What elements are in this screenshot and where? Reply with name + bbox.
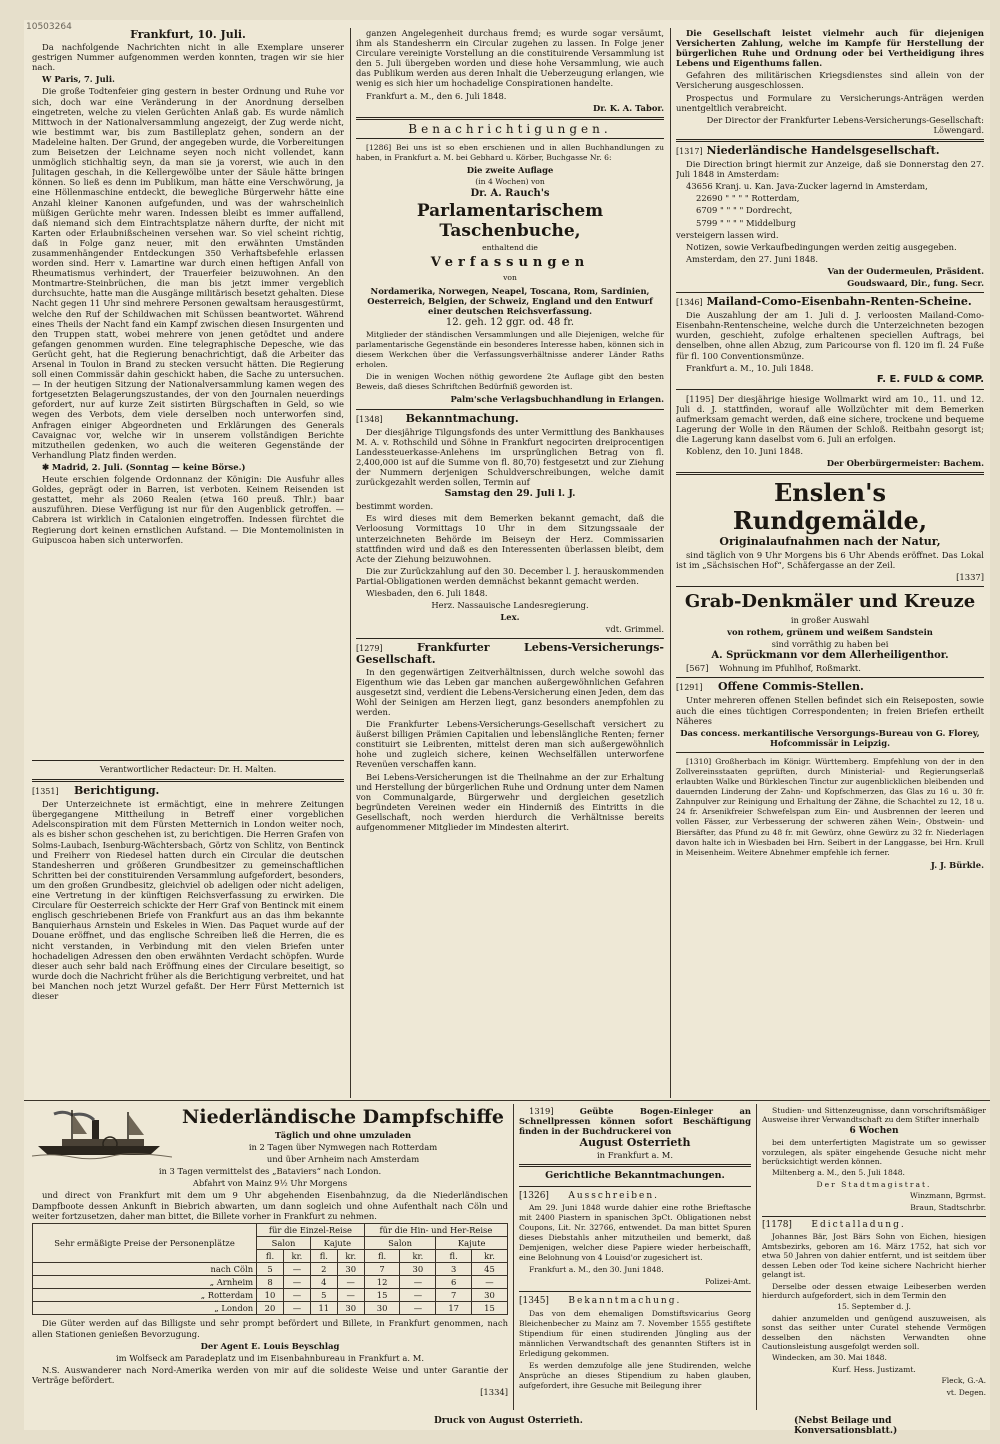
rauch-title: Parlamentarischem Taschenbuche,: [416, 201, 604, 242]
steamship-icon: [32, 1106, 172, 1160]
fl-header: fl.: [364, 1249, 400, 1262]
ausschreiben-heading: [519, 1191, 751, 1201]
rauch-publisher: Palm'sche Verlagsbuchhandlung in Erlangen.: [450, 394, 664, 405]
newspaper-page: [24, 20, 990, 1436]
salon-header: Salon: [257, 1236, 311, 1249]
bekanntmachung-place: Wiesbaden, den 6. Juli 1848.: [366, 588, 488, 599]
mce-text: Die Auszahlung der am 1. Juli d. J. verloosten Mailand-Como-Eisenbahn-Rentenscheine, welche durch die Unterzeichneten bezogen wurden, geschieht, zufolge erhaltenen speciellen Auftrags, bei denselben, ohne allen Abzug, zum Paricourse von fl. 120 im fl. 24 Fuße für fl. 100 Conventionsmünze.: [676, 310, 984, 361]
column-news: [32, 28, 344, 758]
bekanntmachung-sign-1: Lex.: [500, 612, 520, 623]
edikt-title: Edictalladung.: [811, 1220, 906, 1231]
ausschreiben-text: Am 29. Juni 1848 wurde dahier eine rothe Brieftasche mit 2400 Piastern in spanischen 3pCt. Obligationen nebst Coupons, Lit. Nr. 32766, entwendet. Da man bittet Spuren dieses Diebstahls anher mitzutheilen und bemerkt, daß Demjenigen, welcher diese Papiere wieder herbeischafft, eine Belohnung von 4 Louisd'or zugesichert ist.: [519, 1202, 751, 1263]
edikt-heading: [762, 1221, 986, 1230]
commis-id: [1291]: [676, 683, 703, 693]
rauch-price: 12. geh. 12 ggr. od. 48 fr.: [445, 316, 575, 328]
frankfurt-text: Da nachfolgende Nachrichten nicht in alle Exemplare unserer gestrigen Nummer aufgenommen werden konnten, tragen wir sie hier nach.: [32, 42, 344, 73]
rauch-line-3: Dr. A. Rauch's: [470, 188, 550, 200]
bekanntmachung-id: [1348]: [356, 414, 383, 424]
stipend-sign-1: Winzmann, Bgrmst.: [910, 1191, 986, 1201]
enslen-text: sind täglich von 9 Uhr Morgens bis 6 Uhr Abends eröffnet. Das Lokal ist im „Sächsischen Hof“, Schäfergasse an der Zeil.: [676, 549, 984, 570]
rauch-line-6: von: [503, 273, 517, 283]
kr-header: kr.: [337, 1249, 364, 1262]
nhg-sign-2: Goudswaard, Dir., fung. Secr.: [847, 277, 984, 288]
ffl-id: [1279]: [356, 644, 383, 654]
price-cell: 8: [257, 1276, 284, 1289]
ausschreiben-title: Ausschreiben.: [568, 1190, 660, 1201]
price-cell: 10: [257, 1289, 284, 1302]
price-cell: 7: [364, 1263, 400, 1276]
supplement-note: (Nebst Beilage und Konversationsblatt.): [794, 1416, 898, 1436]
return-trip-header: für die Hin- und Her-Reise: [364, 1223, 507, 1236]
ffl-text-1: In den gegenwärtigen Zeitverhältnissen, durch welche sowohl das Eigenthum wie das Leben gar manchen außergewöhnlichen Gefahren ausgesetzt sind, verdient die Lebens-Versicherung einen Jeden, dem das Wohl der Seinigen am Herzen liegt, ganz besonders anempfohlen zu werden.: [356, 666, 664, 717]
column-bottom-right: [762, 1106, 986, 1412]
ffl-director: Der Director der Frankfurter Lebens-Versicherungs-Gesellschaft: Löwengard.: [706, 114, 984, 135]
nhg-row-3: 6709 " " " " Dordrecht,: [696, 205, 793, 216]
kr-header: kr.: [283, 1249, 310, 1262]
mce-heading: [676, 297, 984, 308]
bekanntmachung-text-2: bestimmt worden.: [356, 501, 434, 512]
bekanntmachung-2-title: Bekanntmachung.: [568, 1296, 682, 1307]
price-cell: 30: [364, 1302, 400, 1315]
paris-text: Die große Todtenfeier ging gestern in bester Ordnung und Ruhe vor sich, doch war eine Veränderung in der Anordnung derselben eingetreten, welche zu vielen Gerüchten Anlaß gab. Es wurde nämlich Mittwoch in der Nationalversammlung angezeigt, der Zug werde nicht, wie bestimmt war, bis zum Bastilleplatz gehen, sondern an der Madeleine halten. Der Grund, der angegeben wurde, die Vorbereitungen zum Beisetzen der Leichname seyen noch nicht vollendet, kann unmöglich stichhaltig seyn, da man sie ja vorerst, wie auch in den Julitagen geschah, in die Kellergewölbe unter der Säule hätte bringen können. So ließ es denn im Publikum, man hätte eine Verschwörung, ja eine Höllenmaschine entdeckt, die bewegliche Bürgerwehr hätte eine Anzahl kleiner Kanonen aufgefunden, und was der wahrscheinlich müßigen Gerüchte mehr waren. Indessen bleibt es immer auffallend, daß niemand sich dem Eintrachtsplatze nähern durfte, der nicht mit Karten oder Erlaubnißscheinen versehen war. So viel scheint richtig, daß in Folge ganz neuer, mit den erwähnten Umständen zusammenhängender Entdeckungen 350 Verhaftsbefehle erlassen worden sind. Herr v. Lamartine war durch einen heftigen Anfall von Rheumatismus verhindert, der Trauerfeier beizuwohnen. An den Montmartre-Steinbrüchen, die man bis jetzt immer vergeblich durchsuchte, hatte man die Ausgänge militärisch besetzt gehalten. Diese Nacht gegen 11 Uhr sind mehrere Personen gewaltsam herausgestürmt, welche den Ruf der Schildwachen mit Schüssen beantwortet. Während eines Theils der Nacht fand ein Kampf zwischen diesen Insurgenten und den Truppen statt, wobei mehrere von jenen getödtet und andere gefangen genommen wurden. Eine telegraphische Depesche, wie das Gerücht geht, hat die Regierung benachrichtigt, daß die Arbeiter das Arsenal in Toulon in Brand zu stecken versucht hätten. Die Regierung soll einen Commissär dahin geschickt haben, die Sache zu untersuchen. — In der heutigen Sitzung der Nationalversammlung kamen wegen des fortgesetzten Belagerungszustandes, der von den Journalen neuerdings gefordert, nur auf kurze Zeit sistirten Bürgschaften in Geld, so wie wegen des Verbots, dem viele derselben noch unterworfen sind, Anfragen einiger Abgeordneten und Erklärungen des Generals Cavaignac vor, welche wir in unserem vollständigen Berichte mitzutheilen gedenken, wo auch die weiteren Gegenstände der Verhandlung Platz finden werden.: [32, 86, 344, 460]
bekanntmachung-heading: [356, 411, 664, 425]
mce-title: Mailand-Como-Eisenbahn-Renten-Scheine.: [706, 295, 972, 309]
wollmarkt-id: [1195]: [686, 393, 714, 404]
rauch-intro: [1286] Bei uns ist so eben erschienen und in allen Buchhandlungen zu haben, in Frankfurt a. M. bei Gebhard u. Körber, Buchgasse Nr. 6:: [356, 142, 664, 162]
bekanntmachung-sign-2: vdt. Grimmel.: [605, 624, 664, 635]
enslen-heading: Enslen's Rundgemälde,: [732, 478, 928, 536]
ffl-continued-2: Gefahren des militärischen Kriegsdienstes sind allein von der Versicherung ausgeschlossen.: [676, 70, 984, 91]
fl-header: fl.: [310, 1249, 337, 1262]
ffl-continued: Die Gesellschaft leistet vielmehr auch für diejenigen Versicherten Zahlung, welche im Kampfe für Herstellung der bürgerlichen Ruhe und Ordnung oder bei Vertheidigung ihres Lebens und Eigenthums fallen.: [676, 28, 984, 69]
kajute-header: Kajute: [436, 1236, 508, 1249]
stipend-weeks: 6 Wochen: [849, 1125, 899, 1136]
wollmarkt-text: [676, 394, 984, 444]
berichtigung-signature: Dr. K. A. Tabor.: [592, 102, 664, 113]
commis-heading: [676, 682, 984, 693]
destination-cell: nach Cöln: [33, 1263, 257, 1276]
bekanntmachung-text-3: Es wird dieses mit dem Bemerken bekannt gemacht, daß die Verloosung Vormittags 10 Uhr in dem Sitzungssaale der unterzeichneten Behörde im Beiseyn der Herz. Commissarien stattfinden wird und daß es den Interessenten überlassen bleibt, dem Acte der Ziehung beizuwohnen.: [356, 513, 664, 564]
mce-date: Frankfurt a. M., 10. Juli 1848.: [686, 362, 814, 373]
nhg-sign-1: Van der Oudermeulen, Präsident.: [827, 265, 984, 276]
berichtigung-title: Berichtigung.: [73, 784, 160, 798]
edikt-authority: Kurf. Hess. Justizamt.: [832, 1364, 916, 1374]
sheet-id: 10503264: [26, 22, 72, 32]
edikt-sign-2: vt. Degen.: [946, 1387, 986, 1397]
edikt-text-3: dahier anzumelden und genügend auszuweisen, als sonst das seither unter Curatel stehende Vermögen desselben den nächsten Verwandten ohne Cautionsleistung ausgefolgt werden soll.: [762, 1313, 986, 1351]
frankfurt-heading: Frankfurt, 10. Juli.: [130, 28, 246, 41]
setzer-text: [519, 1106, 751, 1136]
nhg-date: Amsterdam, den 27. Juni 1848.: [686, 253, 819, 264]
price-cell: —: [283, 1289, 310, 1302]
grab-line-4: A. Sprückmann vor dem Allerheiligenthor.: [711, 650, 949, 662]
price-cell: 20: [257, 1302, 284, 1315]
price-cell: 2: [310, 1263, 337, 1276]
wollmarkt-signature: Der Oberbürgermeister: Bachem.: [826, 458, 984, 469]
grab-line-1: in großer Auswahl: [790, 614, 870, 625]
setzer-place: in Frankfurt a. M.: [596, 1150, 674, 1161]
price-cell: —: [400, 1276, 436, 1289]
dampf-line-2: in 2 Tagen über Nymwegen nach Rotterdam: [248, 1142, 438, 1153]
price-table: [32, 1223, 508, 1316]
destination-cell: „ Arnheim: [33, 1276, 257, 1289]
bekanntmachung-authority: Herz. Nassauische Landesregierung.: [431, 600, 589, 611]
nhg-heading: [676, 143, 984, 157]
stipend-authority: Der Stadtmagistrat.: [816, 1179, 932, 1189]
nhg-row-4: 5799 " " " " Middelburg: [696, 217, 796, 228]
ausschreiben-signature: Polizei-Amt.: [705, 1277, 751, 1287]
edikt-sign-1: Fleck, G.-A.: [941, 1376, 986, 1386]
salon-header: Salon: [364, 1236, 436, 1249]
ffl-title: Frankfurter Lebens-Versicherungs-Gesellschaft.: [356, 641, 664, 666]
dampf-text: und direct von Frankfurt mit dem um 9 Uhr abgehenden Eisenbahnzug, da die Niederländischen Dampfboote dessen Ankunft in Biebrich abwarten, um dann sogleich und ohne Aufenthalt nach Cöln und weiter fortzusetzen, daher man bittet, die Billete vorher in Frankfurt zu nehmen.: [32, 1190, 508, 1221]
table-row: [33, 1263, 508, 1276]
price-cell: 5: [310, 1289, 337, 1302]
price-cell: 11: [310, 1302, 337, 1315]
benachrichtigungen-heading: Benachrichtigungen.: [408, 121, 612, 136]
rauch-text-2: Die in wenigen Wochen nöthig gewordene 2te Auflage gibt den besten Beweis, daß dieses Schriftchen Bedürfniß geworden ist.: [356, 372, 664, 392]
berichtigung-date: Frankfurt a. M., den 6. Juli 1848.: [366, 90, 507, 101]
paris-heading: W Paris, 7. Juli.: [42, 74, 115, 85]
madrid-heading: ✱ Madrid, 2. Juli. (Sonntag — keine Börse.): [42, 461, 246, 472]
wollmarkt-date: Koblenz, den 10. Juni 1848.: [686, 446, 804, 457]
price-cell: 17: [436, 1302, 472, 1315]
commis-title: Offene Commis-Stellen.: [717, 680, 864, 694]
column-rule-3: [513, 1104, 514, 1410]
table-row: [33, 1289, 508, 1302]
rauch-line-1: Die zweite Auflage: [466, 165, 554, 176]
price-cell: 30: [471, 1289, 507, 1302]
column-rule-1: [350, 28, 351, 1098]
price-cell: 30: [337, 1302, 364, 1315]
grab-address: Wohnung im Pfuhlhof, Roßmarkt.: [719, 663, 861, 674]
dampf-line-1: Täglich und ohne umzuladen: [274, 1130, 412, 1140]
grab-line-5: [676, 663, 984, 673]
column-rule-4: [756, 1104, 757, 1410]
mce-id: [1346]: [676, 298, 703, 308]
price-cell: 12: [364, 1276, 400, 1289]
kajute-header: Kajute: [310, 1236, 364, 1249]
ausschreiben-id: [1326]: [519, 1190, 549, 1201]
wollmarkt-body: Der diesjährige hiesige Wollmarkt wird am 10., 11. und 12. Juli d. J. stattfinden, worauf alle Wollzüchter mit dem Bemerken aufmerksam gemacht werden, daß eine sichere, trockene und bequeme Lagerung der Wolle in den Räumen der Schloß. Reitbahn gesorgt ist; die Lagerung kann daselbst vom 6. Juli an erfolgen.: [676, 393, 984, 445]
fl-header: fl.: [257, 1249, 284, 1262]
price-cell: 6: [436, 1276, 472, 1289]
nhg-row-2: 22690 " " " " Rotterdam,: [696, 193, 800, 204]
edikt-place: Windecken, am 30. Mai 1848.: [772, 1353, 887, 1363]
stipend-text: Studien- und Sittenzeugnisse, dann vorschriftsmäßiger Ausweise ihrer Verwandtschaft zu dem Stifter innerhalb: [762, 1106, 986, 1125]
dampf-ns: N.S. Auswanderer nach Nord-Amerika werden von mir auf die solideste Weise und unter Garantie der Verträge befördert.: [32, 1364, 508, 1385]
bekanntmachung-text: Der diesjährige Tilgungsfonds des unter Vermittlung des Bankhauses M. A. v. Rothschild und Söhne in Frankfurt negocirten dreiprocentigen Landessteuerkasse-Anlehens im ursprünglichen Betrag von fl. 2,400,000 ist auf die Summe von fl. 80,70) festgesetzt und zur Ziehung der Nummern derjenigen Schuldverschreibungen, welche damit zurückgezahlt werden sollen, Termin auf: [356, 426, 664, 488]
berichtigung-text: Der Unterzeichnete ist ermächtigt, eine in mehrere Zeitungen übergegangene Mittheilung in Betreff einer vorgeblichen Adelsconspiration mit dem Fürsten Metternich in London weiter noch, als es bisher schon geschehen ist, zu berichtigen. Die Herren Grafen von Solms-Laubach, Isenburg-Wächtersbach, Görtz von Schlitz, von Bentinck und Freiherr von Riedesel hatten durch ein Circular die deutschen Standesherren und größeren Grundbesitzer zu gemeinschaftlichen Schritten bei der constituirenden Versammlung aufgefordert, besonders, um den großen Grundbesitz, gleichviel ob adeligen oder nicht adeligen, eine Vertretung in der künftigen Reichsverfassung zu erwirken. Die Circulare für Oesterreich schickte der Herr Graf von Bentinck mit einem englisch geschriebenen Briefe von Frankfurt aus an das ihm bekannte Banquierhaus Arnstein und Eskeles in Wien. Das Paquet wurde auf der Douane eröffnet, und das englische Schreiben ließ die Herren, die es nicht verstanden, in Verbindung mit den vielen Briefen unter hochadeligen Adressen den oben erwähnten Verdacht schöpfen. Wurde dieser auch sehr bald nach Eröffnung eines der Circulare beseitigt, so wurde doch die Nachricht früher als die Berichtigung verbreitet, und hat bei Manchen noch jetzt Wurzel gefaßt. Der Herr Fürst Metternich ist dieser: [32, 799, 344, 1001]
buerkle-body: Großherbach im Königr. Württemberg. Empfehlung von der in den Zollvereinsstaaten geprüften, durch Ministerial- und Regierungserlaß erlaubten Walke und Bürkleschen Tinctur zur augenblicklichen bleibenden und dauernden Linderung der Zahn- und Kopfschmerzen, das Glas zu 16 u. 30 fr. Zahnpulver zur Reinigung und Erhaltung der Zähne, die Schachtel zu 12, 18 u. 24 fr. Arsenikfreier Schwefelspan zum Ein- und Ausbrennen der leeren und vollen Fässer, zur Verbesserung der schweren zähen Wein-, Obstwein- und Biersäfter, das Pfund zu 48 fr. mit Gewürz, ohne Gewürz zu 32 fr. Niederlagen davon halte ich in Wiesbaden bei Hrn. Seibert in der Langgasse, bei Hrn. Krull in Meisenheim. Weitere Abnehmer empfehle ich ferner.: [676, 756, 984, 857]
price-cell: 30: [400, 1263, 436, 1276]
bekanntmachung-2-text-2: Es werden demzufolge alle jene Studirenden, welche Ansprüche an dieses Stipendium zu haben glauben, aufgefordert, ihre Gesuche mit Beilegung ihrer: [519, 1360, 751, 1391]
setzer-name: August Osterrieth: [579, 1136, 691, 1150]
bottom-rule: [24, 1100, 990, 1101]
price-cell: —: [471, 1276, 507, 1289]
dampf-text-2: Die Güter werden auf das Billigste und sehr prompt befördert und Billete, in Frankfurt genommen, nach allen Stationen genießen Bevorzugung.: [32, 1318, 508, 1339]
price-cell: 4: [310, 1276, 337, 1289]
madrid-text: Heute erschien folgende Ordonnanz der Königin: Die Ausfuhr alles Goldes, geprägt oder in Barren, ist verboten. Keinem Reisenden ist gestattet, mehr als 2060 Realen (etwa 160 preuß. Thlr.) baar auszuführen. Diese Verfügung ist nur für den Augenblick getroffen. — Cabrera ist wirklich in Catalonien eingetroffen. Indessen fürchtet die Regierung dort keinen ernstlichen Aufstand. — Die Montemolinisten in Guipuscoa haben sich unterworfen.: [32, 474, 344, 545]
price-cell: 15: [364, 1289, 400, 1302]
buerkle-text: [676, 757, 984, 858]
berichtigung-heading: [32, 786, 344, 797]
destination-cell: „ London: [33, 1302, 257, 1315]
price-cell: 3: [436, 1263, 472, 1276]
kr-header: kr.: [400, 1249, 436, 1262]
bekanntmachung-text-4: Die zur Zurückzahlung auf den 30. December l. J. herauskommenden Partial-Obligationen werden demnächst bekannt gemacht werden.: [356, 565, 664, 586]
grab-id: [567]: [686, 663, 709, 674]
column-ads-middle: [356, 28, 664, 1090]
bekanntmachung-2-text: Das von dem ehemaligen Domstiftsvicarius Georg Bleichenbecher zu Mainz am 7. November 1555 gestiftete Stipendium für einen studirenden Jüngling aus der männlichen Verwandtschaft des genannten Stifters ist in Erledigung gekommen.: [519, 1308, 751, 1358]
price-cell: —: [283, 1263, 310, 1276]
edikt-text-2: Derselbe oder dessen etwaige Leibeserben werden hierdurch aufgefordert, sich in dem Termin den: [762, 1281, 986, 1300]
buerkle-id: [1310]: [686, 756, 712, 766]
berichtigung-continued: ganzen Angelegenheit durchaus fremd; es wurde sogar versäumt, ihm als Standesherrn ein Circular zugehen zu lassen. In Folge jener Circulare vereinigte Vorstellung an die constituirende Versammlung ist den 5. Juli übergeben worden und diese hohe Versammlung, wie auch das Publikum werden aus deren Inhalt die Ueberzeugung erlangen, wie wenig es sich hier um hochadelige Conspirationen handelte.: [356, 28, 664, 89]
table-row: [33, 1302, 508, 1315]
dampfschiffe-ad: [32, 1106, 508, 1412]
enslen-id: [1337]: [956, 571, 984, 582]
price-table-title: Sehr ermäßigte Preise der Personenplätze: [33, 1223, 257, 1262]
column-bottom-middle: [519, 1106, 751, 1412]
price-cell: —: [337, 1276, 364, 1289]
setzer-id: 1319]: [529, 1106, 554, 1116]
fl-header: fl.: [436, 1249, 472, 1262]
stipend-sign-2: Braun, Stadtschrbr.: [910, 1202, 986, 1212]
price-cell: —: [283, 1302, 310, 1315]
rauch-countries: Nordamerika, Norwegen, Neapel, Toscana, Rom, Sardinien, Oesterreich, Belgien, der Schweiz, England und den Entwurf einer deutschen Reichsverfassung.: [367, 285, 653, 316]
nhg-row-1: 43656 Kranj. u. Kan. Java-Zucker lagernd in Amsterdam,: [686, 181, 928, 192]
dampf-id: [1334]: [480, 1386, 508, 1397]
gericht-heading: Gerichtliche Bekanntmachungen.: [545, 1170, 725, 1182]
grab-heading: Grab-Denkmäler und Kreuze: [684, 590, 976, 612]
ffl-text-3: Bei Lebens-Versicherungen ist die Theilnahme an der zur Erhaltung und Herstellung der bürgerlichen Ruhe und Ordnung unter dem Namen von Communalgarde, Bürgerwehr und dergleichen gesetzlich begründeten Vereinen weder ein Hinderniß des Eintritts in die Gesellschaft, noch werden hierdurch die Verhältnisse bereits aufgenommener Mitglieder im Mindesten alterirt.: [356, 771, 664, 832]
rauch-line-5: Verfassungen: [430, 255, 590, 271]
dampf-line-4: in 3 Tagen vermittelst des „Bataviers“ nach London.: [158, 1166, 382, 1177]
ffl-continued-3: Prospectus und Formulare zu Versicherungs-Anträgen werden unentgeltlich verabreicht.: [676, 92, 984, 113]
nhg-id: [1317]: [676, 146, 703, 156]
price-cell: 7: [436, 1289, 472, 1302]
rauch-text: Mitglieder der ständischen Versammlungen und alle Diejenigen, welche für parlamentarische Gegenstände ein besonderes Interesse haben, können sich in diesem Werkchen über die Verfassungsverhältnisse anderer Länder Raths erholen.: [356, 329, 664, 370]
dampf-line-3: und über Arnheim nach Amsterdam: [266, 1154, 420, 1165]
stipend-text-2: bei dem unterfertigten Magistrate um so gewisser vorzulegen, als später eingehende Gesuche nicht mehr berücksichtigt werden können.: [762, 1138, 986, 1167]
stipend-date: Miltenberg a. M., den 5. Juli 1848.: [772, 1168, 905, 1178]
commis-text: Unter mehreren offenen Stellen befindet sich ein Reiseposten, sowie auch die eines tüchtigen Correspondenten; in freien Briefen ertheilt Näheres: [676, 695, 984, 726]
table-row: [33, 1276, 508, 1289]
ffl-text-2: Die Frankfurter Lebens-Versicherungs-Gesellschaft versichert zu äußerst billigen Prämien Capitalien und lebenslängliche Renten; ferner constituirt sie Leibrenten, mittelst deren man sich außergewöhnlich hohe und zugleich sichere, keinen Wechselfällen unterworfene Revenüen verschaffen kann.: [356, 719, 664, 770]
column-berichtigung: [32, 756, 344, 1076]
column-rule-2: [670, 28, 671, 1098]
setzer-body: Geübte Bogen-Einleger an Schnellpressen können sofort Beschäftigung finden in der Buchdruckerei von: [519, 1106, 751, 1137]
price-cell: 15: [471, 1302, 507, 1315]
edikt-date: 15. September d. J.: [837, 1302, 911, 1312]
rauch-line-2: (in 4 Wochen) von: [475, 177, 545, 187]
bekanntmachung-title: Bekanntmachung.: [405, 411, 519, 425]
ffl-heading: [356, 643, 664, 664]
printer-line: Druck von August Osterrieth.: [434, 1416, 583, 1426]
price-cell: —: [400, 1302, 436, 1315]
price-cell: —: [337, 1289, 364, 1302]
edikt-id: [1178]: [762, 1220, 792, 1231]
price-cell: —: [283, 1276, 310, 1289]
bekanntmachung-2-heading: [519, 1296, 751, 1306]
dampf-heading: Niederländische Dampfschiffe: [181, 1106, 505, 1128]
edikt-text: Johannes Bär, Jost Bärs Sohn von Eichen, hiesigen Amtsbezirks, geboren am 16. März 1752, hat sich vor etwa 50 Jahren von dahier entfernt, und ist seitdem über dessen Leben oder Tod keine sichere Nachricht hierher gelangt ist.: [762, 1232, 986, 1280]
ausschreiben-date: Frankfurt a. M., den 30. Juni 1848.: [529, 1265, 664, 1275]
kr-header: kr.: [471, 1249, 507, 1262]
price-cell: 45: [471, 1263, 507, 1276]
mce-signature: F. E. FULD & COMP.: [876, 373, 984, 385]
bekanntmachung-2-id: [1345]: [519, 1296, 549, 1307]
buerkle-signature: J. J. Bürkle.: [930, 859, 984, 870]
dampf-line-5: Abfahrt von Mainz 9½ Uhr Morgens: [192, 1178, 348, 1189]
price-cell: 30: [337, 1263, 364, 1276]
bekanntmachung-date: Samstag den 29. Juli l. J.: [444, 488, 576, 500]
grab-line-2: von rothem, grünem und weißem Sandstein: [727, 626, 933, 637]
enslen-subtitle: Originalaufnahmen nach der Natur,: [719, 535, 941, 549]
dampf-address: im Wolfseck am Paradeplatz und im Eisenbahnbureau in Frankfurt a. M.: [116, 1352, 424, 1363]
destination-cell: „ Rotterdam: [33, 1289, 257, 1302]
rauch-line-4: enthaltend die: [482, 243, 538, 253]
price-cell: —: [400, 1289, 436, 1302]
single-trip-header: für die Einzel-Reise: [257, 1223, 365, 1236]
nhg-text-2: versteigern lassen wird.: [676, 229, 779, 240]
editor-line: Verantwortlicher Redacteur: Dr. H. Malten.: [99, 765, 277, 774]
price-cell: 5: [257, 1263, 284, 1276]
nhg-text: Die Direction bringt hiermit zur Anzeige, daß sie Donnerstag den 27. Juli 1848 in Amsterdam:: [676, 159, 984, 180]
column-ads-right: [676, 28, 984, 1090]
grab-line-3: sind vorräthig zu haben bei: [771, 639, 889, 650]
berichtigung-id: [1351]: [32, 787, 59, 797]
nhg-title: Niederländische Handelsgesellschaft.: [706, 143, 940, 157]
commis-signature: Das concess. merkantilische Versorgungs-Bureau von G. Florey, Hofcommissär in Leipzig.: [680, 727, 980, 748]
nhg-text-3: Notizen, sowie Verkaufbedingungen werden zeitig ausgegeben.: [686, 241, 957, 252]
dampf-agent: Der Agent E. Louis Beyschlag: [200, 1340, 340, 1351]
